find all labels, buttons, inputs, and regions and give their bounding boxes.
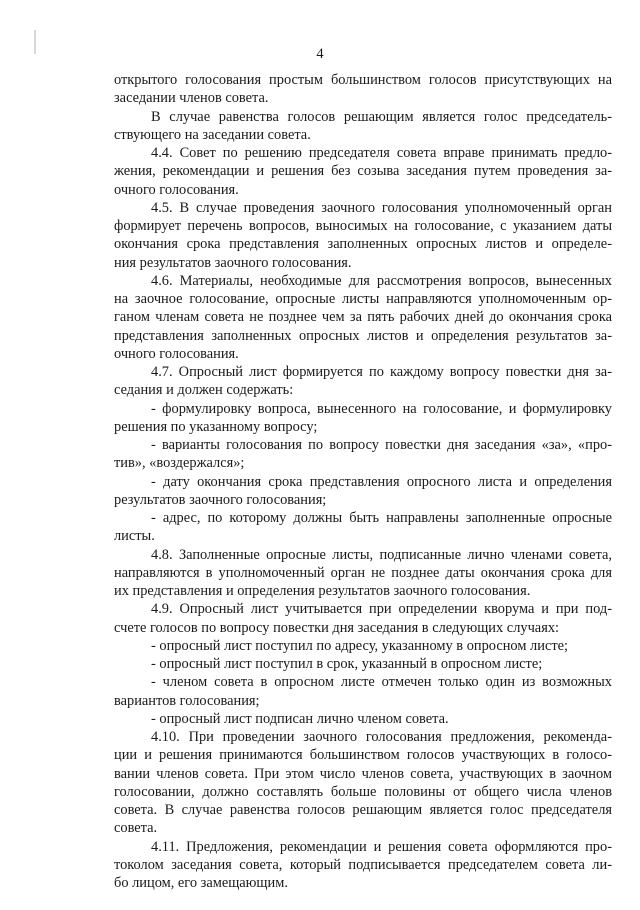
text-line: ствующего на заседании совета. [114, 126, 311, 143]
text-line: 4.10. При проведении заочного голосования предложения, рекоменда- [151, 729, 612, 745]
text-line: 4.8. Заполненные опросные листы, подписанные лично членами совета, [151, 546, 612, 563]
text-line: открытого голосования простым большинством голосов присутствующих на [114, 72, 612, 88]
text-line: 4.5. В случае проведения заочного голосования уполномоченный орган [151, 199, 612, 216]
text-line: седания и должен содержать: [114, 382, 294, 399]
text-line: - варианты голосования по вопросу повестки дня заседания «за», «про- [151, 437, 612, 453]
text-line: их представления и определения результатов заочного голосования. [114, 583, 531, 599]
text-line: результатов заочного голосования; [114, 491, 327, 508]
text-line: счете голосов по вопросу повестки дня заседания в следующих случаях: [114, 619, 560, 636]
text-line: - опросный лист поступил в срок, указанный в опросном листе; [151, 656, 543, 672]
text-line: направляются в уполномоченный орган не позднее даты окончания срока для [114, 564, 612, 581]
text-line: 4.6. Материалы, необходимые для рассмотрения вопросов, вынесенных [151, 272, 612, 289]
text-line: 4.9. Опросный лист учитывается при определении кворума и при под- [151, 601, 612, 618]
text-line: совета. В случае равенства голосов решающим является голос председателя [114, 802, 612, 818]
text-line: решения по указанному вопросу; [114, 418, 318, 435]
text-line: тив», «воздержался»; [114, 455, 245, 472]
text-line: очного голосования. [114, 181, 239, 198]
document-body [114, 71, 612, 892]
text-line: на заочное голосование, опросные листы направляются уполномоченным ор- [114, 291, 612, 307]
text-line: - адрес, по которому должны быть направлены заполненные опросные [151, 510, 612, 526]
text-line: - дату окончания срока представления опросного листа и определения [151, 473, 612, 490]
text-line: очного голосования. [114, 345, 239, 362]
text-line: формирует перечень вопросов, выносимых на голосование, с указанием даты [114, 218, 612, 234]
text-line: совета. [114, 820, 158, 837]
text-line: листы. [114, 528, 155, 545]
text-line: представления заполненных опросных листов и определения результатов за- [114, 327, 612, 344]
text-line: 4.11. Предложения, рекомендации и решения совета оформляются про- [151, 838, 612, 855]
text-line: - опросный лист подписан лично членом совета. [151, 710, 449, 727]
text-line: ции и решения принимаются большинством голосов участвующих в голосо- [114, 747, 612, 764]
text-line: - формулировку вопроса, вынесенного на голосование, и формулировку [151, 400, 612, 417]
page-number: 4 [316, 46, 324, 62]
text-line: 4.4. Совет по решению председателя совета вправе принимать предло- [151, 145, 612, 161]
text-line: В случае равенства голосов решающим является голос председатель- [151, 108, 612, 125]
text-line: - опросный лист поступил по адресу, указанному в опросном листе; [151, 637, 569, 654]
text-line: голосовании, должно составлять больше половины от общего числа членов [114, 783, 612, 800]
text-line: вариантов голосования; [114, 692, 260, 709]
text-line: окончания срока представления заполненных опросных листов и определе- [114, 236, 612, 253]
text-line: бо лицом, его замещающим. [114, 875, 288, 891]
text-line: ния результатов заочного голосования. [114, 254, 352, 271]
text-line: вании членов совета. При этом число членов совета, участвующих в заочном [114, 765, 612, 782]
text-line: заседании членов совета. [114, 90, 269, 107]
text-line: 4.7. Опросный лист формируется по каждому вопросу повестки дня за- [151, 364, 612, 380]
text-line: ганом членам совета не позднее чем за пять рабочих дней до окончания срока [114, 309, 612, 326]
text-line: - членом совета в опросном листе отмечен только один из возможных [151, 674, 612, 691]
text-line: жения, рекомендации и решения без созыва заседания путем проведения за- [114, 163, 612, 180]
text-line: токолом заседания совета, который подписывается председателем совета ли- [114, 856, 612, 873]
